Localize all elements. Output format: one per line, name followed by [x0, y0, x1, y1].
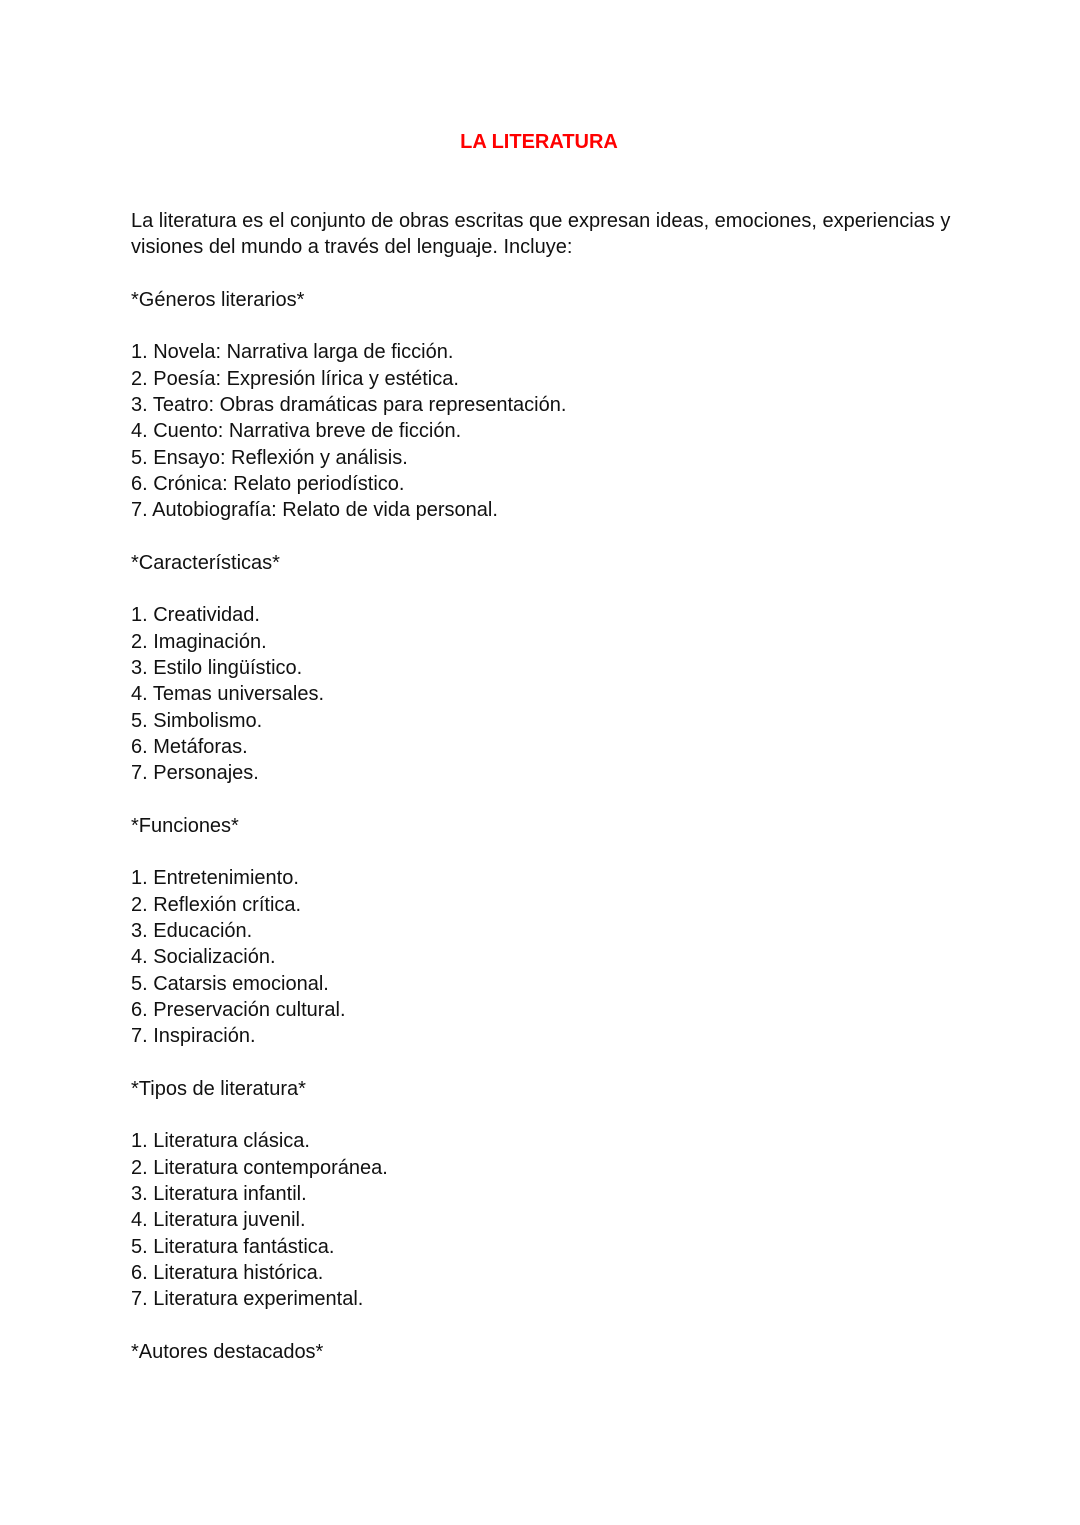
- section-autores: [131, 1339, 961, 1365]
- list-item: 2. Poesía: Expresión lírica y estética.: [131, 367, 459, 390]
- document-page: [131, 128, 961, 1365]
- list-item: 6. Metáforas.: [131, 735, 248, 758]
- section-list: [131, 602, 961, 786]
- list-item: 3. Literatura infantil.: [131, 1182, 307, 1205]
- document-title: LA LITERATURA: [460, 131, 618, 153]
- list-item: 1. Creatividad.: [131, 604, 260, 627]
- section-generos: [131, 287, 961, 524]
- list-item: 1. Literatura clásica.: [131, 1130, 310, 1153]
- list-item: 3. Teatro: Obras dramáticas para representación.: [131, 394, 567, 417]
- list-item: 1. Novela: Narrativa larga de ficción.: [131, 341, 454, 364]
- intro-paragraph: La literatura es el conjunto de obras escritas que expresan ideas, emociones, experiencias y visiones del mundo a través del lenguaje. Incluye:: [131, 210, 951, 259]
- list-item: 6. Literatura histórica.: [131, 1261, 324, 1284]
- list-item: 5. Catarsis emocional.: [131, 972, 329, 995]
- section-heading: *Tipos de literatura*: [131, 1077, 306, 1100]
- list-item: 2. Imaginación.: [131, 630, 267, 653]
- list-item: 2. Reflexión crítica.: [131, 893, 302, 916]
- section-heading: *Autores destacados*: [131, 1340, 324, 1363]
- list-item: 6. Preservación cultural.: [131, 998, 346, 1021]
- list-item: 4. Literatura juvenil.: [131, 1209, 306, 1232]
- section-heading: *Funciones*: [131, 814, 239, 837]
- section-heading: *Características*: [131, 551, 280, 574]
- list-item: 4. Temas universales.: [131, 683, 325, 706]
- list-item: 3. Estilo lingüístico.: [131, 657, 303, 680]
- section-list: [131, 339, 961, 523]
- list-item: 1. Entretenimiento.: [131, 867, 299, 890]
- section-caracteristicas: [131, 550, 961, 787]
- list-item: 2. Literatura contemporánea.: [131, 1156, 388, 1179]
- list-item: 6. Crónica: Relato periodístico.: [131, 472, 405, 495]
- list-item: 4. Cuento: Narrativa breve de ficción.: [131, 420, 462, 443]
- list-item: 7. Personajes.: [131, 762, 259, 785]
- section-funciones: [131, 813, 961, 1050]
- section-list: [131, 1128, 961, 1312]
- list-item: 4. Socialización.: [131, 946, 276, 969]
- list-item: 5. Literatura fantástica.: [131, 1235, 335, 1258]
- section-list: [131, 865, 961, 1049]
- list-item: 5. Ensayo: Reflexión y análisis.: [131, 446, 408, 469]
- list-item: 7. Inspiración.: [131, 1025, 256, 1048]
- section-tipos: [131, 1076, 961, 1313]
- list-item: 3. Educación.: [131, 920, 253, 943]
- list-item: 7. Literatura experimental.: [131, 1288, 364, 1311]
- list-item: 7. Autobiografía: Relato de vida personal.: [131, 499, 498, 522]
- list-item: 5. Simbolismo.: [131, 709, 263, 732]
- section-heading: *Géneros literarios*: [131, 288, 305, 311]
